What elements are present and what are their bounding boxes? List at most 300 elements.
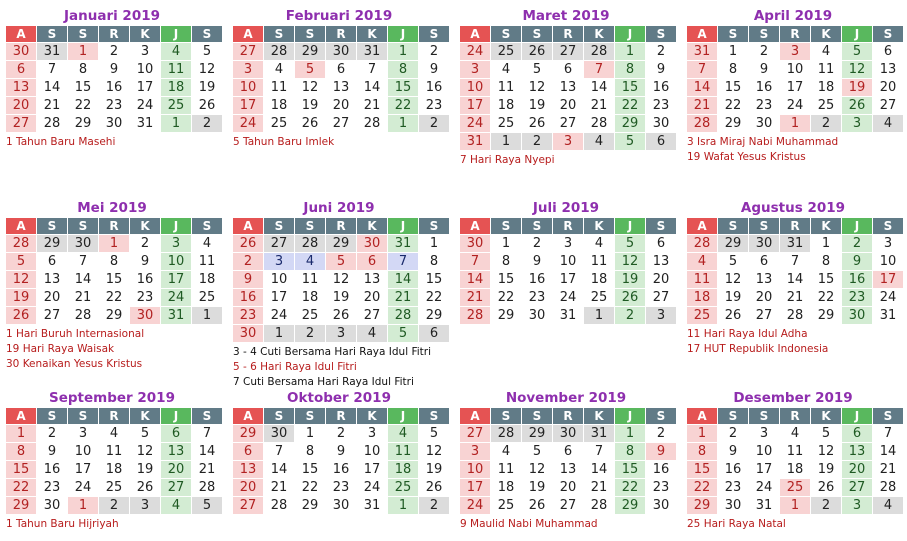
day-cell: 17 <box>873 271 903 288</box>
day-cell: 26 <box>522 43 552 60</box>
day-cell: 15 <box>817 272 835 287</box>
weekday-header: R <box>326 26 356 42</box>
day-cell: 13 <box>879 62 897 77</box>
day-cell: 2 <box>842 235 872 252</box>
day-cell: 6 <box>759 254 769 269</box>
day-cell: 24 <box>460 497 490 514</box>
day-cell: 30 <box>357 235 387 252</box>
day-cell: 16 <box>724 462 742 477</box>
day-cell: 17 <box>270 290 288 305</box>
holiday-note: 3 Isra Miraj Nabi Muhammad <box>687 136 839 148</box>
weekday-header: R <box>780 26 810 42</box>
day-cell: 5 <box>728 254 738 269</box>
day-cell: 29 <box>497 308 515 323</box>
day-cell: 25 <box>590 290 608 305</box>
weekday-header: S <box>749 218 779 234</box>
weekday-header: K <box>130 26 160 42</box>
weekday-header: S <box>646 408 676 424</box>
day-cell: 18 <box>161 79 191 96</box>
day-cell: 3 <box>161 235 191 252</box>
holiday-note: 1 Hari Buruh Internasional <box>6 328 145 340</box>
day-cell: 7 <box>460 253 490 270</box>
day-cell: 15 <box>497 272 515 287</box>
day-cell: 14 <box>388 271 418 288</box>
day-cell: 11 <box>497 80 515 95</box>
day-cell: 7 <box>47 62 57 77</box>
day-cell: 16 <box>652 462 670 477</box>
day-cell: 22 <box>6 479 36 496</box>
day-cell: 29 <box>522 425 552 442</box>
day-cell: 16 <box>652 80 670 95</box>
day-cell: 19 <box>136 462 154 477</box>
day-cell: 25 <box>301 308 319 323</box>
day-cell: 28 <box>43 116 61 131</box>
weekday-header: K <box>811 218 841 234</box>
day-cell: 29 <box>817 308 835 323</box>
day-cell: 30 <box>528 308 546 323</box>
weekday-header: S <box>646 218 676 234</box>
day-cell: 22 <box>105 290 123 305</box>
day-cell: 21 <box>786 290 804 305</box>
day-cell: 31 <box>136 116 154 131</box>
day-cell: 16 <box>105 80 123 95</box>
day-cell: 13 <box>6 79 36 96</box>
day-cell: 16 <box>233 289 263 306</box>
day-cell: 1 <box>305 426 315 441</box>
day-cell: 7 <box>594 444 604 459</box>
day-cell: 25 <box>161 97 191 114</box>
day-cell: 19 <box>425 462 443 477</box>
day-cell: 27 <box>6 115 36 132</box>
weekday-header: A <box>460 408 490 424</box>
day-cell: 29 <box>37 235 67 252</box>
day-cell: 28 <box>687 235 717 252</box>
day-cell: 6 <box>357 253 387 270</box>
weekday-header: J <box>388 26 418 42</box>
weekday-header: S <box>718 408 748 424</box>
weekday-header: S <box>419 26 449 42</box>
day-cell: 23 <box>842 289 872 306</box>
day-cell: 21 <box>460 289 490 306</box>
day-cell: 4 <box>161 43 191 60</box>
weekday-header: S <box>192 408 222 424</box>
weekday-header: J <box>161 26 191 42</box>
day-cell: 22 <box>425 290 443 305</box>
month-februari <box>233 6 445 150</box>
day-cell: 31 <box>357 43 387 60</box>
day-cell: 15 <box>6 461 36 478</box>
day-cell: 12 <box>301 80 319 95</box>
day-cell: 4 <box>274 62 284 77</box>
day-cell: 29 <box>326 235 356 252</box>
holiday-note: 25 Hari Raya Natal <box>687 518 786 530</box>
day-cell: 11 <box>198 254 216 269</box>
day-cell: 30 <box>724 498 742 513</box>
day-cell: 6 <box>656 236 666 251</box>
day-cell: 5 <box>140 426 150 441</box>
day-cell: 26 <box>6 307 36 324</box>
day-cell: 18 <box>687 289 717 306</box>
day-cell: 24 <box>233 115 263 132</box>
month-januari <box>6 6 218 150</box>
day-cell: 2 <box>192 115 222 132</box>
day-cell: 20 <box>879 80 897 95</box>
holiday-note: 30 Kenaikan Yesus Kristus <box>6 358 143 370</box>
day-cell: 6 <box>6 61 36 78</box>
day-cell: 30 <box>842 307 872 324</box>
day-cell: 3 <box>883 236 893 251</box>
day-cell: 14 <box>786 272 804 287</box>
day-cell: 9 <box>109 62 119 77</box>
day-cell: 7 <box>883 426 893 441</box>
weekday-header: S <box>37 26 67 42</box>
day-cell: 15 <box>724 80 742 95</box>
day-cell: 28 <box>460 307 490 324</box>
weekday-header: S <box>419 408 449 424</box>
day-cell: 5 <box>615 133 645 150</box>
day-cell: 6 <box>883 44 893 59</box>
day-cell: 1 <box>728 44 738 59</box>
day-cell: 2 <box>532 236 542 251</box>
day-cell: 20 <box>233 479 263 496</box>
day-cell: 10 <box>460 461 490 478</box>
month-title: Juni 2019 <box>303 200 375 216</box>
weekday-header: S <box>264 408 294 424</box>
holiday-notes <box>6 517 218 532</box>
weekday-header: S <box>37 408 67 424</box>
day-cell: 13 <box>363 272 381 287</box>
day-cell: 1 <box>264 325 294 342</box>
weekday-header: K <box>357 26 387 42</box>
day-cell: 2 <box>811 115 841 132</box>
holiday-note: 9 Maulid Nabi Muhammad <box>460 518 598 530</box>
day-cell: 9 <box>233 271 263 288</box>
day-cell: 5 <box>429 426 439 441</box>
day-cell: 30 <box>652 498 670 513</box>
weekday-header: A <box>233 26 263 42</box>
day-cell: 2 <box>233 253 263 270</box>
weekday-header: A <box>6 218 36 234</box>
weekday-header: R <box>780 408 810 424</box>
weekday-header: A <box>687 26 717 42</box>
day-cell: 17 <box>786 80 804 95</box>
weekday-header: J <box>615 218 645 234</box>
day-cell: 4 <box>584 133 614 150</box>
day-cell: 27 <box>161 479 191 496</box>
day-cell: 18 <box>590 272 608 287</box>
day-cell: 26 <box>136 480 154 495</box>
day-cell: 30 <box>326 43 356 60</box>
day-cell: 1 <box>68 43 98 60</box>
day-cell: 20 <box>332 98 350 113</box>
day-cell: 10 <box>74 444 92 459</box>
day-cell: 28 <box>363 116 381 131</box>
day-cell: 16 <box>136 272 154 287</box>
day-cell: 13 <box>43 272 61 287</box>
day-cell: 28 <box>270 498 288 513</box>
day-cell: 13 <box>652 254 670 269</box>
holiday-notes <box>233 345 445 390</box>
day-cell: 22 <box>817 290 835 305</box>
day-cell: 6 <box>419 325 449 342</box>
day-cell: 3 <box>130 497 160 514</box>
holiday-notes <box>6 327 218 372</box>
holiday-notes <box>687 135 899 165</box>
day-cell: 1 <box>780 497 810 514</box>
month-grid <box>687 218 899 324</box>
day-cell: 22 <box>301 480 319 495</box>
day-cell: 6 <box>563 444 573 459</box>
weekday-header: R <box>99 26 129 42</box>
day-cell: 8 <box>388 61 418 78</box>
day-cell: 29 <box>233 425 263 442</box>
day-cell: 11 <box>817 62 835 77</box>
month-title: Agustus 2019 <box>740 200 846 216</box>
weekday-header: A <box>687 218 717 234</box>
day-cell: 1 <box>6 425 36 442</box>
weekday-header: S <box>491 408 521 424</box>
month-grid <box>460 408 672 514</box>
day-cell: 22 <box>687 479 717 496</box>
day-cell: 18 <box>105 462 123 477</box>
day-cell: 9 <box>429 62 439 77</box>
month-title: April 2019 <box>753 8 833 24</box>
day-cell: 3 <box>78 426 88 441</box>
month-title: Oktober 2019 <box>287 390 391 406</box>
day-cell: 25 <box>388 479 418 496</box>
weekday-header: K <box>130 218 160 234</box>
day-cell: 1 <box>192 307 222 324</box>
day-cell: 30 <box>130 307 160 324</box>
day-cell: 9 <box>759 62 769 77</box>
day-cell: 26 <box>724 308 742 323</box>
weekday-header: R <box>99 218 129 234</box>
day-cell: 4 <box>161 497 191 514</box>
day-cell: 31 <box>687 43 717 60</box>
weekday-header: S <box>295 26 325 42</box>
day-cell: 1 <box>501 236 511 251</box>
day-cell: 8 <box>78 62 88 77</box>
day-cell: 10 <box>755 444 773 459</box>
day-cell: 26 <box>528 116 546 131</box>
day-cell: 29 <box>687 497 717 514</box>
day-cell: 4 <box>821 44 831 59</box>
day-cell: 8 <box>501 254 511 269</box>
day-cell: 8 <box>429 254 439 269</box>
day-cell: 7 <box>388 253 418 270</box>
day-cell: 13 <box>161 443 191 460</box>
day-cell: 28 <box>687 115 717 132</box>
day-cell: 7 <box>687 61 717 78</box>
day-cell: 27 <box>842 479 872 496</box>
day-cell: 5 <box>295 61 325 78</box>
day-cell: 2 <box>109 44 119 59</box>
day-cell: 15 <box>687 461 717 478</box>
day-cell: 17 <box>136 80 154 95</box>
weekday-header: J <box>842 408 872 424</box>
day-cell: 25 <box>497 116 515 131</box>
day-cell: 4 <box>109 426 119 441</box>
day-cell: 4 <box>501 444 511 459</box>
day-cell: 8 <box>821 254 831 269</box>
day-cell: 10 <box>233 79 263 96</box>
day-cell: 27 <box>879 98 897 113</box>
day-cell: 28 <box>74 308 92 323</box>
day-cell: 26 <box>301 116 319 131</box>
day-cell: 2 <box>419 497 449 514</box>
day-cell: 15 <box>301 462 319 477</box>
day-cell: 24 <box>136 98 154 113</box>
month-maret <box>460 6 672 168</box>
holiday-note: 11 Hari Raya Idul Adha <box>687 328 808 340</box>
day-cell: 5 <box>388 325 418 342</box>
day-cell: 27 <box>553 43 583 60</box>
day-cell: 21 <box>43 98 61 113</box>
day-cell: 31 <box>879 308 897 323</box>
day-cell: 14 <box>74 272 92 287</box>
day-cell: 20 <box>559 480 577 495</box>
day-cell: 21 <box>388 289 418 306</box>
month-grid <box>233 408 445 514</box>
weekday-header: J <box>615 26 645 42</box>
holiday-note: 5 - 6 Hari Raya Idul Fitri <box>233 361 357 373</box>
weekday-header: S <box>873 26 903 42</box>
day-cell: 18 <box>497 98 515 113</box>
day-cell: 2 <box>99 497 129 514</box>
day-cell: 2 <box>811 497 841 514</box>
weekday-header: R <box>780 218 810 234</box>
day-cell: 19 <box>724 290 742 305</box>
day-cell: 15 <box>388 79 418 96</box>
day-cell: 21 <box>270 480 288 495</box>
day-cell: 4 <box>202 236 212 251</box>
weekday-header: S <box>646 26 676 42</box>
day-cell: 3 <box>646 307 676 324</box>
day-cell: 20 <box>755 290 773 305</box>
day-cell: 3 <box>460 443 490 460</box>
day-cell: 5 <box>326 253 356 270</box>
day-cell: 25 <box>817 98 835 113</box>
month-title: Mei 2019 <box>77 200 147 216</box>
day-cell: 9 <box>532 254 542 269</box>
day-cell: 22 <box>724 98 742 113</box>
weekday-header: S <box>491 218 521 234</box>
day-cell: 4 <box>873 497 903 514</box>
month-mei <box>6 198 218 372</box>
weekday-header: S <box>295 218 325 234</box>
day-cell: 7 <box>584 61 614 78</box>
day-cell: 10 <box>270 272 288 287</box>
day-cell: 2 <box>615 307 645 324</box>
day-cell: 20 <box>363 290 381 305</box>
holiday-note: 3 - 4 Cuti Bersama Hari Raya Idul Fitri <box>233 346 432 358</box>
day-cell: 2 <box>759 44 769 59</box>
day-cell: 24 <box>161 289 191 306</box>
day-cell: 2 <box>429 44 439 59</box>
day-cell: 31 <box>363 498 381 513</box>
weekday-header: J <box>842 26 872 42</box>
day-cell: 29 <box>301 498 319 513</box>
holiday-note: 7 Hari Raya Nyepi <box>460 154 555 166</box>
weekday-header: K <box>357 218 387 234</box>
day-cell: 27 <box>264 235 294 252</box>
day-cell: 24 <box>755 480 773 495</box>
weekday-header: K <box>584 408 614 424</box>
day-cell: 24 <box>270 308 288 323</box>
day-cell: 20 <box>842 461 872 478</box>
day-cell: 11 <box>590 254 608 269</box>
weekday-header: J <box>161 218 191 234</box>
day-cell: 18 <box>497 480 515 495</box>
holiday-note: 5 Tahun Baru Imlek <box>233 136 335 148</box>
weekday-header: J <box>388 218 418 234</box>
month-juli <box>460 198 672 327</box>
day-cell: 1 <box>687 425 717 442</box>
day-cell: 19 <box>301 98 319 113</box>
day-cell: 25 <box>198 290 216 305</box>
month-september <box>6 388 218 532</box>
day-cell: 26 <box>425 480 443 495</box>
day-cell: 16 <box>43 462 61 477</box>
holiday-note: 17 HUT Republik Indonesia <box>687 343 829 355</box>
weekday-header: S <box>68 408 98 424</box>
day-cell: 28 <box>584 43 614 60</box>
day-cell: 8 <box>305 444 315 459</box>
day-cell: 5 <box>202 44 212 59</box>
weekday-header: S <box>873 218 903 234</box>
day-cell: 4 <box>357 325 387 342</box>
day-cell: 12 <box>842 61 872 78</box>
day-cell: 12 <box>528 80 546 95</box>
day-cell: 12 <box>615 253 645 270</box>
day-cell: 21 <box>590 480 608 495</box>
weekday-header: J <box>842 218 872 234</box>
day-cell: 26 <box>233 235 263 252</box>
day-cell: 24 <box>460 43 490 60</box>
month-april <box>687 6 899 165</box>
weekday-header: S <box>522 26 552 42</box>
day-cell: 24 <box>74 480 92 495</box>
month-title: September 2019 <box>49 390 175 406</box>
day-cell: 4 <box>594 236 604 251</box>
day-cell: 1 <box>429 236 439 251</box>
day-cell: 2 <box>656 426 666 441</box>
day-cell: 30 <box>749 235 779 252</box>
day-cell: 11 <box>161 61 191 78</box>
day-cell: 29 <box>425 308 443 323</box>
weekday-header: R <box>326 408 356 424</box>
day-cell: 1 <box>821 236 831 251</box>
holiday-notes <box>233 135 445 150</box>
day-cell: 17 <box>559 272 577 287</box>
weekday-header: S <box>419 218 449 234</box>
weekday-header: K <box>357 408 387 424</box>
day-cell: 28 <box>295 235 325 252</box>
day-cell: 29 <box>615 115 645 132</box>
day-cell: 14 <box>460 271 490 288</box>
weekday-header: A <box>687 408 717 424</box>
day-cell: 1 <box>491 133 521 150</box>
weekday-header: S <box>749 26 779 42</box>
day-cell: 15 <box>425 272 443 287</box>
day-cell: 6 <box>336 62 346 77</box>
day-cell: 29 <box>718 235 748 252</box>
day-cell: 10 <box>460 79 490 96</box>
day-cell: 7 <box>78 254 88 269</box>
day-cell: 4 <box>687 253 717 270</box>
day-cell: 3 <box>563 236 573 251</box>
day-cell: 26 <box>198 98 216 113</box>
